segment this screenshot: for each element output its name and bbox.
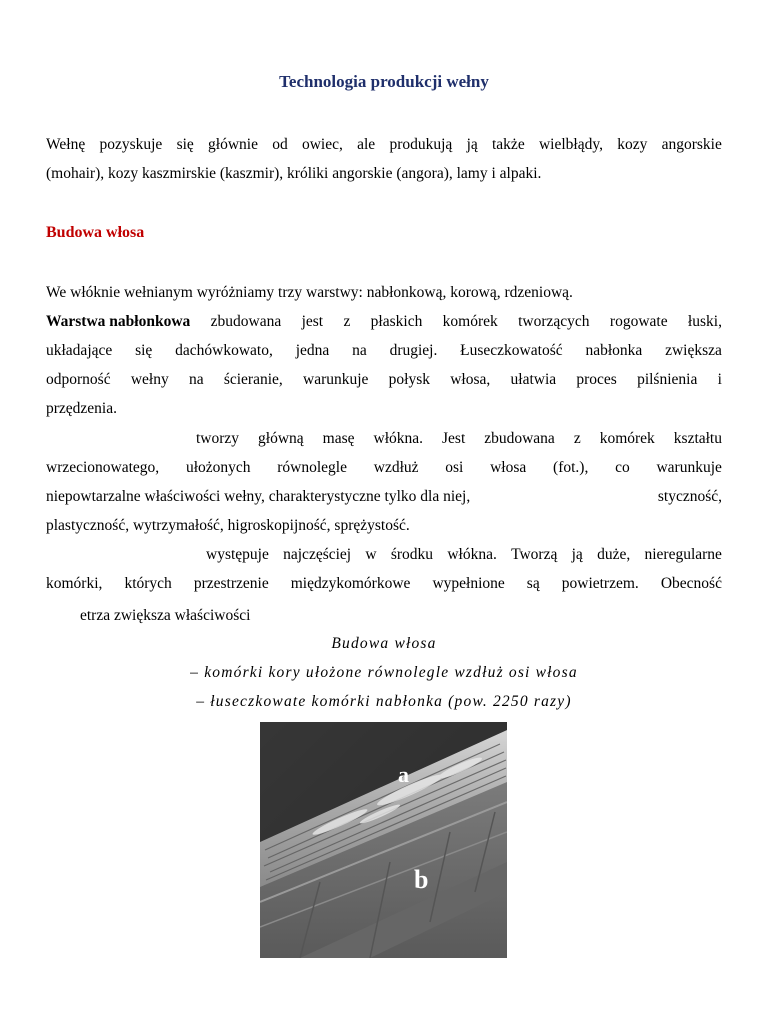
word: pilśnienia: [637, 371, 698, 388]
word: włókna.: [373, 430, 424, 447]
word: produkują: [389, 136, 453, 153]
word: jedna: [295, 342, 330, 359]
word: tworzących: [518, 313, 590, 330]
word: także: [492, 136, 525, 153]
word: z: [343, 313, 351, 330]
medulla-line-2: [46, 574, 722, 594]
word: co: [615, 459, 630, 476]
word: owiec,: [301, 136, 343, 153]
word: masę: [322, 430, 355, 447]
word: ułożonych: [185, 459, 251, 476]
word: komórek: [442, 313, 498, 330]
word: równolegle: [277, 459, 347, 476]
word: na: [352, 342, 367, 359]
word: wzdłuż: [373, 459, 419, 476]
word: włosa: [490, 459, 527, 476]
word: z: [573, 430, 581, 447]
cortex-line-2: [46, 458, 722, 478]
word: kształtu: [673, 430, 722, 447]
photo-label-b: b: [414, 865, 429, 894]
cortex-line-1: [196, 429, 722, 449]
word: których: [124, 575, 172, 592]
word: ją: [571, 546, 583, 563]
word: Obecność: [660, 575, 722, 592]
word: duże,: [597, 546, 631, 563]
epithelium-line-2: [46, 341, 722, 361]
word: drugiej.: [389, 342, 438, 359]
epithelium-line-4: przędzenia.: [46, 400, 117, 417]
word: (fot.),: [553, 459, 589, 476]
word: układające: [46, 342, 113, 359]
word: zbudowana: [484, 430, 555, 447]
word: główną: [258, 430, 304, 447]
word: od: [272, 136, 288, 153]
word: osi: [445, 459, 464, 476]
word: połysk: [388, 371, 430, 388]
word: międzykomórkowe: [290, 575, 411, 592]
word: nieregularne: [644, 546, 722, 563]
word: łuski,: [687, 313, 722, 330]
word: komórki,: [46, 575, 103, 592]
cortex-line-3-left: niepowtarzalne właściwości wełny, charakterystyczne tylko dla niej,: [46, 488, 471, 505]
word: się: [135, 342, 153, 359]
word: wielbłądy,: [538, 136, 603, 153]
word: komórek: [599, 430, 655, 447]
word: zwiększa: [665, 342, 722, 359]
word: środku: [390, 546, 434, 563]
word: najczęściej: [283, 546, 352, 563]
intro-line-2: (mohair), kozy kaszmirskie (kaszmir), króliki angorskie (angora), lamy i alpaki.: [46, 165, 542, 182]
epithelium-line-3: [46, 370, 722, 390]
epithelium-label: Warstwa nabłonkowa: [46, 313, 191, 330]
intro-line-1: [46, 135, 722, 155]
epithelium-line-1: [46, 312, 722, 332]
word: angorskie: [661, 136, 722, 153]
word: warunkuje: [656, 459, 722, 476]
section-heading: Budowa włosa: [46, 224, 145, 241]
word: i: [717, 371, 722, 388]
word: ułatwia: [510, 371, 557, 388]
medulla-line-3: etrza zwiększa właściwości: [80, 607, 251, 624]
cortex-line-3-right: styczność,: [657, 488, 722, 505]
medulla-line-1: [206, 545, 722, 565]
word: ale: [357, 136, 376, 153]
photo-label-a: a: [398, 762, 409, 787]
word: rogowate: [609, 313, 668, 330]
word: pozyskuje: [99, 136, 163, 153]
word: kozy: [617, 136, 648, 153]
word: na: [188, 371, 204, 388]
word: jest: [301, 313, 324, 330]
word: zbudowana: [210, 313, 282, 330]
word: występuje: [206, 546, 269, 563]
word: powietrzem.: [561, 575, 639, 592]
word: w: [365, 546, 377, 563]
word: głównie: [208, 136, 258, 153]
figure-caption-line-b: – łuseczkowate komórki nabłonka (pow. 2250 razy): [196, 693, 572, 710]
word: Tworzą: [511, 546, 558, 563]
word: ją: [466, 136, 478, 153]
word: się: [176, 136, 194, 153]
micrograph-image: [260, 722, 507, 958]
word: są: [526, 575, 540, 592]
figure-caption-title: Budowa włosa: [331, 635, 437, 652]
word: proces: [576, 371, 617, 388]
word: Wełnę: [46, 136, 86, 153]
word: wrzecionowatego,: [46, 459, 160, 476]
word: Łuseczkowatość: [460, 342, 563, 359]
word: włókna.: [447, 546, 497, 563]
word: nabłonka: [585, 342, 643, 359]
word: wypełnione: [432, 575, 505, 592]
word: dachówkowato,: [175, 342, 273, 359]
word: tworzy: [196, 430, 240, 447]
word: włosa,: [450, 371, 491, 388]
wool-fiber-micrograph: [260, 722, 507, 958]
layers-paragraph: We włóknie wełnianym wyróżniamy trzy warstwy: nabłonkową, korową, rdzeniową.: [46, 284, 573, 301]
page-title: Technologia produkcji wełny: [279, 72, 489, 91]
word: wełny: [130, 371, 169, 388]
cortex-line-3: [46, 487, 722, 507]
cortex-line-4: plastyczność, wytrzymałość, higroskopijność, sprężystość.: [46, 517, 410, 534]
word: Jest: [442, 430, 466, 447]
word: ścieranie,: [223, 371, 283, 388]
word: płaskich: [370, 313, 423, 330]
word: warunkuje: [303, 371, 369, 388]
word: przestrzenie: [193, 575, 269, 592]
word: odporność: [46, 371, 111, 388]
figure-caption-line-a: – komórki kory ułożone równolegle wzdłuż osi włosa: [190, 664, 578, 681]
